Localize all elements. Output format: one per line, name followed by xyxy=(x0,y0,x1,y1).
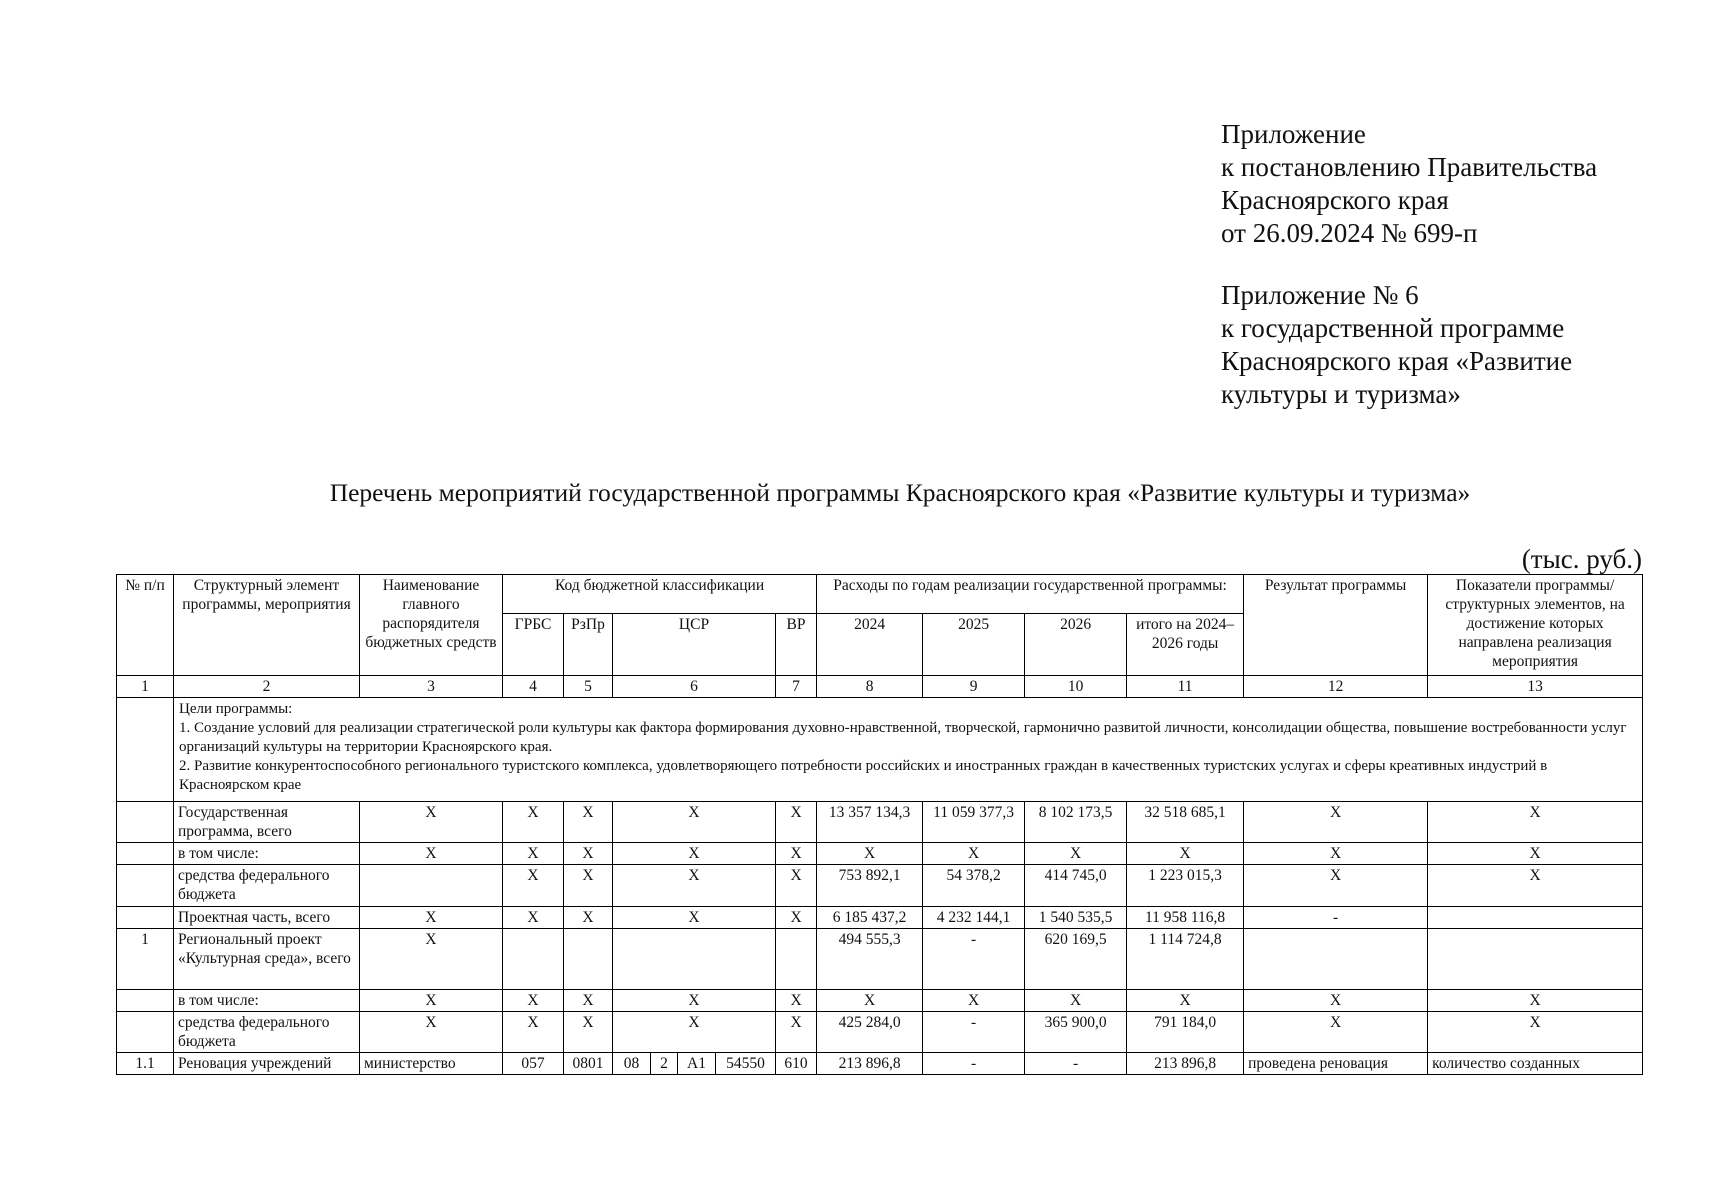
row-num xyxy=(117,865,174,907)
header-line: Красноярского края xyxy=(1221,185,1449,215)
row-name: средства федерального бюджета xyxy=(174,1012,360,1053)
row-csr-program: 08 xyxy=(613,1053,651,1075)
row-indicators xyxy=(1428,907,1643,929)
header-2025: 2025 xyxy=(923,614,1025,676)
goals-heading: Цели программы: xyxy=(179,701,293,717)
row-csr-subprogram: 2 xyxy=(651,1053,678,1075)
header-grbs: ГРБС xyxy=(503,614,564,676)
header-vr: ВР xyxy=(776,614,817,676)
row-manager: X xyxy=(360,907,503,929)
row-num xyxy=(117,843,174,865)
row-2024: X xyxy=(817,843,923,865)
row-name: Государственная программа, всего xyxy=(174,802,360,843)
row-vr: X xyxy=(776,990,817,1012)
row-vr: X xyxy=(776,843,817,865)
row-indicators: X xyxy=(1428,990,1643,1012)
header-line: от 26.09.2024 № 699-п xyxy=(1221,218,1478,248)
row-indicators: X xyxy=(1428,843,1643,865)
row-2026: - xyxy=(1025,1053,1127,1075)
col-number: 12 xyxy=(1244,676,1428,698)
row-rzpr: X xyxy=(564,843,613,865)
header-manager: Наименование главного распорядителя бюджетных средств xyxy=(360,575,503,676)
header-csr: ЦСР xyxy=(613,614,776,676)
row-name: Региональный проект «Культурная среда», всего xyxy=(174,929,360,990)
row-csr: X xyxy=(613,1012,776,1053)
row-rzpr: X xyxy=(564,865,613,907)
header-rzpr: РзПр xyxy=(564,614,613,676)
header-2026: 2026 xyxy=(1025,614,1127,676)
row-2025: - xyxy=(923,1053,1025,1075)
row-num xyxy=(117,1012,174,1053)
row-total: 1 223 015,3 xyxy=(1127,865,1244,907)
row-vr: X xyxy=(776,907,817,929)
row-2026: X xyxy=(1025,843,1127,865)
table-row xyxy=(117,1053,1643,1075)
row-2026: 8 102 173,5 xyxy=(1025,802,1127,843)
row-result: X xyxy=(1244,1012,1428,1053)
row-grbs: X xyxy=(503,1012,564,1053)
row-2025: X xyxy=(923,990,1025,1012)
row-manager: X xyxy=(360,990,503,1012)
row-total: 11 958 116,8 xyxy=(1127,907,1244,929)
row-indicators: X xyxy=(1428,1012,1643,1053)
row-result: - xyxy=(1244,907,1428,929)
row-name: средства федерального бюджета xyxy=(174,865,360,907)
row-2026: 1 540 535,5 xyxy=(1025,907,1127,929)
col-number: 3 xyxy=(360,676,503,698)
row-vr: X xyxy=(776,802,817,843)
row-2025: 4 232 144,1 xyxy=(923,907,1025,929)
table-row xyxy=(117,802,1643,843)
header-num: № п/п xyxy=(117,575,174,676)
row-total: X xyxy=(1127,843,1244,865)
row-result: X xyxy=(1244,843,1428,865)
row-total: 1 114 724,8 xyxy=(1127,929,1244,990)
row-name: в том числе: xyxy=(174,990,360,1012)
row-total: 213 896,8 xyxy=(1127,1053,1244,1075)
row-result xyxy=(1244,929,1428,990)
row-result: X xyxy=(1244,802,1428,843)
row-2025: 11 059 377,3 xyxy=(923,802,1025,843)
header-element: Структурный элемент программы, мероприятия xyxy=(174,575,360,676)
header-total: итого на 2024–2026 годы xyxy=(1127,614,1244,676)
row-2024: 213 896,8 xyxy=(817,1053,923,1075)
header-result: Результат программы xyxy=(1244,575,1428,676)
col-number: 10 xyxy=(1025,676,1127,698)
row-manager: министерство xyxy=(360,1053,503,1075)
header-line: Приложение № 6 xyxy=(1221,280,1419,310)
row-manager: X xyxy=(360,929,503,990)
col-number: 6 xyxy=(613,676,776,698)
appendix-header xyxy=(1221,118,1597,411)
measures-table xyxy=(116,574,1643,1075)
row-num: 1 xyxy=(117,929,174,990)
document-title: Перечень мероприятий государственной программы Красноярского края «Развитие культуры и туризма» xyxy=(329,478,1471,507)
table-row xyxy=(117,929,1643,990)
goal-item: 1. Создание условий для реализации стратегической роли культуры как фактора формирования духовно-нравственной, творческой, гармонично развитой личности, консолидации общества, повышение востребованности услуг организаций культуры на территории Красноярского края. xyxy=(179,720,1627,755)
row-rzpr: X xyxy=(564,802,613,843)
row-vr: X xyxy=(776,1012,817,1053)
col-number: 8 xyxy=(817,676,923,698)
header-spend-group: Расходы по годам реализации государственной программы: xyxy=(817,575,1244,614)
col-number: 13 xyxy=(1428,676,1643,698)
row-indicators xyxy=(1428,929,1643,990)
row-csr: X xyxy=(613,907,776,929)
table-row xyxy=(117,843,1643,865)
col-number: 1 xyxy=(117,676,174,698)
col-number: 9 xyxy=(923,676,1025,698)
row-result: X xyxy=(1244,990,1428,1012)
row-2024: 425 284,0 xyxy=(817,1012,923,1053)
row-total: X xyxy=(1127,990,1244,1012)
row-num: 1.1 xyxy=(117,1053,174,1075)
row-2024: X xyxy=(817,990,923,1012)
row-num xyxy=(117,907,174,929)
header-line: к постановлению Правительства xyxy=(1221,152,1598,182)
row-rzpr: X xyxy=(564,907,613,929)
row-2026: 620 169,5 xyxy=(1025,929,1127,990)
row-total: 32 518 685,1 xyxy=(1127,802,1244,843)
row-grbs: X xyxy=(503,865,564,907)
table-row xyxy=(117,990,1643,1012)
row-rzpr: X xyxy=(564,1012,613,1053)
row-2025: - xyxy=(923,929,1025,990)
row-rzpr xyxy=(564,929,613,990)
header-indicators: Показатели программы/ структурных элементов, на достижение которых направлена реализация мероприятия xyxy=(1428,575,1643,676)
row-csr: X xyxy=(613,990,776,1012)
row-indicators: X xyxy=(1428,865,1643,907)
units-label: (тыс. руб.) xyxy=(1521,544,1642,574)
row-grbs: X xyxy=(503,843,564,865)
row-name: Реновация учреждений xyxy=(174,1053,360,1075)
row-2025: X xyxy=(923,843,1025,865)
col-number: 11 xyxy=(1127,676,1244,698)
col-number: 2 xyxy=(174,676,360,698)
row-rzpr: X xyxy=(564,990,613,1012)
table-row xyxy=(117,1012,1643,1053)
row-2024: 13 357 134,3 xyxy=(817,802,923,843)
row-2024: 6 185 437,2 xyxy=(817,907,923,929)
header-line: Приложение xyxy=(1221,119,1366,149)
row-grbs: 057 xyxy=(503,1053,564,1075)
row-vr: 610 xyxy=(776,1053,817,1075)
row-name: Проектная часть, всего xyxy=(174,907,360,929)
header-line: Красноярского края «Развитие xyxy=(1221,346,1573,376)
row-manager: X xyxy=(360,843,503,865)
row-total: 791 184,0 xyxy=(1127,1012,1244,1053)
row-vr: X xyxy=(776,865,817,907)
row-2026: 414 745,0 xyxy=(1025,865,1127,907)
header-line: культуры и туризма» xyxy=(1221,379,1461,409)
col-number: 5 xyxy=(564,676,613,698)
row-2024: 494 555,3 xyxy=(817,929,923,990)
row-2025: 54 378,2 xyxy=(923,865,1025,907)
row-result: X xyxy=(1244,865,1428,907)
row-manager: X xyxy=(360,1012,503,1053)
row-rzpr: 0801 xyxy=(564,1053,613,1075)
row-manager: X xyxy=(360,802,503,843)
row-name: в том числе: xyxy=(174,843,360,865)
row-2024: 753 892,1 xyxy=(817,865,923,907)
row-grbs xyxy=(503,929,564,990)
row-indicators: количество созданных xyxy=(1428,1053,1643,1075)
header-line: к государственной программе xyxy=(1221,313,1565,343)
row-2025: - xyxy=(923,1012,1025,1053)
row-2026: X xyxy=(1025,990,1127,1012)
program-goals xyxy=(174,698,1643,802)
row-csr: X xyxy=(613,843,776,865)
row-2026: 365 900,0 xyxy=(1025,1012,1127,1053)
row-manager xyxy=(360,865,503,907)
row-result: проведена реновация xyxy=(1244,1053,1428,1075)
row-csr: X xyxy=(613,865,776,907)
goal-item: 2. Развитие конкурентоспособного регионального туристского комплекса, удовлетворяющего потребности российских и иностранных граждан в качественных туристских услугах и сферы креативных индустрий в Красноярском крае xyxy=(179,758,1548,793)
table-row xyxy=(117,907,1643,929)
col-number: 7 xyxy=(776,676,817,698)
row-indicators: X xyxy=(1428,802,1643,843)
row-csr-project: А1 xyxy=(678,1053,716,1075)
row-grbs: X xyxy=(503,990,564,1012)
row-grbs: X xyxy=(503,907,564,929)
header-2024: 2024 xyxy=(817,614,923,676)
column-number-row xyxy=(117,676,1643,698)
row-csr: X xyxy=(613,802,776,843)
row-vr xyxy=(776,929,817,990)
row-num xyxy=(117,990,174,1012)
row-num xyxy=(117,802,174,843)
row-csr-direction: 54550 xyxy=(716,1053,776,1075)
goals-row xyxy=(117,698,1643,802)
row-grbs: X xyxy=(503,802,564,843)
col-number: 4 xyxy=(503,676,564,698)
row-csr xyxy=(613,929,776,990)
header-code-group: Код бюджетной классификации xyxy=(503,575,817,614)
table-row xyxy=(117,865,1643,907)
